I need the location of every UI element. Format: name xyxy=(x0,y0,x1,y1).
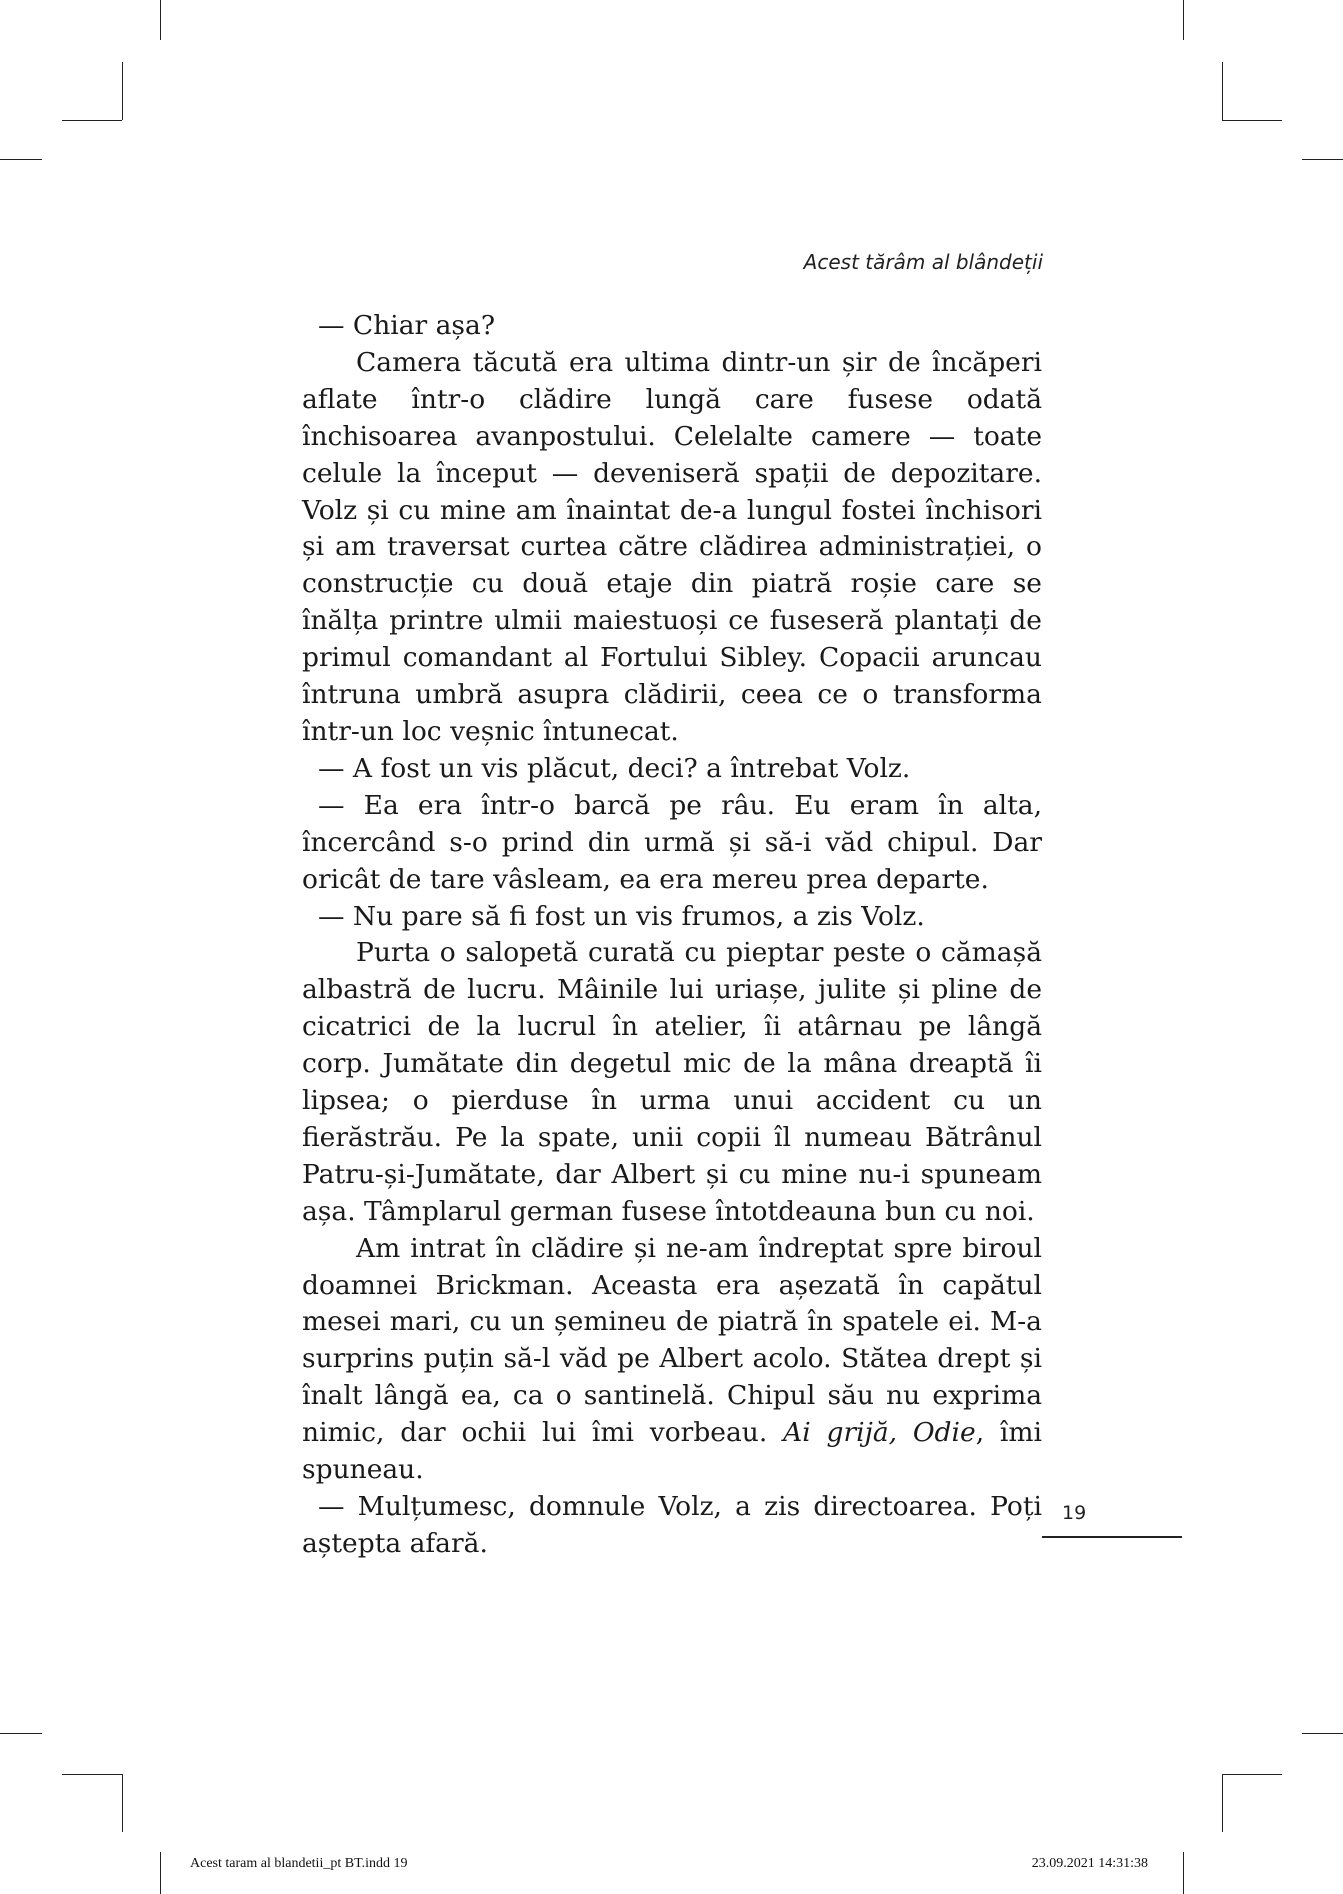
paragraph: — Ea era într-o barcă pe râu. Eu eram în alta, încercând s-o prind din urmă și să-i văd chipul. Dar oricât de tare vâsleam, ea era mereu prea departe. xyxy=(302,789,1042,895)
crop-mark xyxy=(1302,1733,1343,1734)
slug-timestamp: 23.09.2021 14:31:38 xyxy=(1031,1856,1148,1871)
crop-mark xyxy=(160,0,161,40)
paragraph: — Nu pare să fi fost un vis frumos, a zis Volz. xyxy=(318,900,925,932)
paragraph: Purta o salopetă curată cu pieptar peste o cămașă albastră de lucru. Mâinile lui uriașe, julite și pline de cicatrici de la lucrul în atelier, îi atârnau pe lângă corp. Jumătate din degetul mic de la mâna dreaptă îi lipsea; o pierduse în urma unui accident cu un fierăstrău. Pe la spate, unii copii îl numeau Bătrânul Patru-și-Jumătate, dar Albert și cu mine nu-i spuneam așa. Tâmplarul german fusese întotdeauna bun cu noi. xyxy=(302,937,1042,1227)
page-number: 19 xyxy=(1062,1502,1087,1524)
crop-mark xyxy=(1183,0,1184,40)
paragraph-text: , îmi spuneau. xyxy=(302,1417,1042,1486)
paragraph xyxy=(302,1231,1042,1489)
italic-phrase: Ai grijă, Odie xyxy=(783,1417,976,1449)
running-header: Acest tărâm al blândeții xyxy=(803,250,1043,274)
paragraph-text: Am intrat în clădire și ne-am îndreptat spre biroul doamnei Brickman. Aceasta era așezată în capătul mesei mari, cu un șemineu de piatră în spatele ei. M-a surprins puțin să-l văd pe Albert acolo. Stătea drept și înalt lângă ea, ca o santinelă. Chipul său nu exprima nimic, dar ochii lui îmi vorbeau. xyxy=(302,1232,1042,1449)
crop-mark xyxy=(1183,1852,1184,1894)
paragraph: Camera tăcută era ultima dintr-un șir de încăperi aflate într-o clădire lungă care fusese odată închisoarea avanpostului. Celelalte camere — toate celule la început — deveniseră spații de depozitare. Volz și cu mine am înaintat de-a lungul fostei închisori și am traversat curtea către clădirea administrației, o construcție cu două etaje din piatră roșie care se înălța printre ulmii maiestuoși ce fuseseră plantați de primul comandant al Fortului Sibley. Copacii aruncau întruna umbră asupra clădirii, ceea ce o transforma într-un loc veșnic întunecat. xyxy=(302,346,1042,747)
crop-mark xyxy=(1222,1774,1282,1775)
crop-mark xyxy=(1222,1774,1223,1832)
paragraph: — A fost un vis plăcut, deci? a întrebat Volz. xyxy=(318,752,911,784)
crop-mark xyxy=(62,120,122,121)
crop-mark xyxy=(122,62,123,120)
crop-mark xyxy=(0,1733,42,1734)
crop-mark xyxy=(62,1774,122,1775)
crop-mark xyxy=(160,1852,161,1894)
crop-mark xyxy=(1222,120,1282,121)
crop-mark xyxy=(1222,62,1223,120)
body-text xyxy=(302,308,1042,1563)
paragraph: — Mulțumesc, domnule Volz, a zis directoarea. Poți aștepta afară. xyxy=(302,1491,1042,1559)
crop-mark xyxy=(122,1774,123,1832)
paragraph: — Chiar așa? xyxy=(318,310,496,341)
page-number-rule xyxy=(1042,1536,1182,1538)
slug-filename: Acest taram al blandetii_pt BT.indd 19 xyxy=(190,1856,408,1871)
crop-mark xyxy=(1302,159,1343,160)
crop-mark xyxy=(0,159,42,160)
